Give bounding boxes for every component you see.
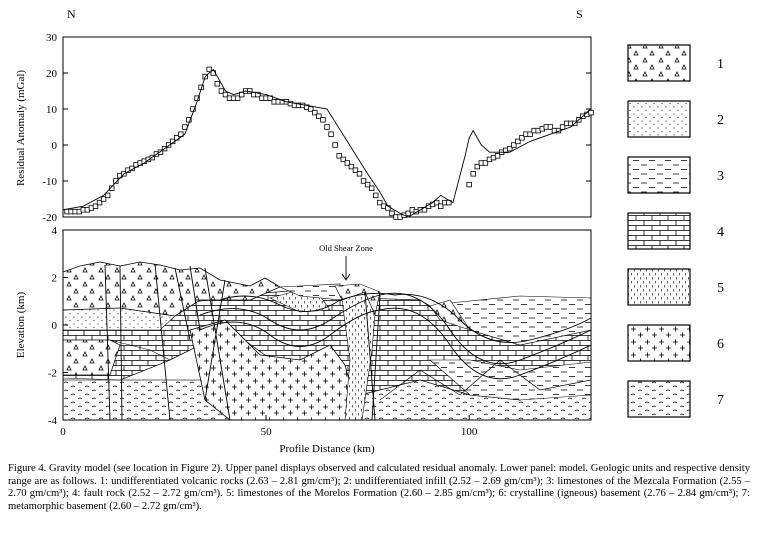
upper-y-tick-label: 0 xyxy=(51,140,57,152)
figure-caption: Figure 4. Gravity model (see location in Figure 2). Upper panel displays observed and calculated residual anomaly. Lower panel: model. Geologic units and respective density range are as follows. 1: undifferentiated volcanic rocks (2.63 – 2.81 gm/cm³); 2: undifferentiated infill (2.52 – 2.69 gm/cm³); 3: limestones of the Mezcala Formation (2.55 – 2.70 gm/cm³); 4: fault rock (2.52 – 2.72 gm/cm³). 5: limestones of the Morelos Formation (2.60 – 2.85 gm/cm³); 6: crystalline (igneous) basement (2.76 – 2.84 gm/cm³); 7: metamorphic basement (2.60 – 2.72 gm/cm³). xyxy=(8,463,750,512)
lower-x-tick-label: 100 xyxy=(460,426,478,438)
observed-point xyxy=(357,172,362,177)
legend-number-7: 7 xyxy=(717,393,724,408)
north-label: N xyxy=(67,7,76,21)
legend-swatch-6 xyxy=(628,325,690,361)
legend-number-5: 5 xyxy=(717,281,724,296)
legend-number-4: 4 xyxy=(717,225,724,240)
upper-y-tick-label: -10 xyxy=(42,176,57,188)
legend-swatch-4 xyxy=(628,213,690,249)
unit-1-volcanic-lower xyxy=(63,340,120,375)
lower-y-tick-label: -4 xyxy=(47,415,57,427)
upper-y-tick-label: 10 xyxy=(46,104,57,116)
legend-number-3: 3 xyxy=(717,169,724,184)
legend-swatch-7 xyxy=(628,381,690,417)
upper-y-tick-label: -20 xyxy=(42,212,57,224)
observed-point xyxy=(333,143,338,148)
old-shear-zone-label: Old Shear Zone xyxy=(319,243,373,253)
observed-point xyxy=(373,193,378,198)
upper-y-axis xyxy=(42,32,591,224)
legend-number-1: 1 xyxy=(717,57,724,72)
lower-y-tick-label: 2 xyxy=(51,272,57,285)
legend-swatch-5 xyxy=(628,269,690,305)
legend-number-6: 6 xyxy=(717,337,724,352)
south-label: S xyxy=(576,7,583,21)
upper-y-tick-label: 20 xyxy=(46,68,57,80)
legend-swatch-3 xyxy=(628,157,690,193)
observed-anomaly-series xyxy=(65,67,594,219)
lower-x-tick-label: 50 xyxy=(260,426,272,438)
lower-y-tick-label: -2 xyxy=(47,367,57,380)
lower-x-tick-label: 0 xyxy=(60,426,66,438)
observed-point xyxy=(321,118,326,123)
lower-x-label: Profile Distance (km) xyxy=(279,443,375,455)
observed-point xyxy=(325,125,330,130)
legend-number-2: 2 xyxy=(717,113,724,128)
observed-point xyxy=(215,82,220,87)
legend xyxy=(628,45,724,417)
observed-point xyxy=(105,193,110,198)
lower-y-label: Elevation (km) xyxy=(15,291,27,359)
legend-swatch-1 xyxy=(628,45,690,81)
upper-y-label: Residual Anomaly (mGal) xyxy=(15,69,27,187)
geologic-model xyxy=(63,230,591,420)
observed-point xyxy=(471,172,476,177)
observed-point xyxy=(369,186,374,191)
observed-point xyxy=(329,132,334,137)
observed-point xyxy=(467,182,472,187)
lower-y-tick-label: 4 xyxy=(51,225,57,237)
legend-swatch-2 xyxy=(628,101,690,137)
lower-y-tick-label: 0 xyxy=(51,320,57,332)
upper-y-tick-label: 30 xyxy=(46,32,57,44)
